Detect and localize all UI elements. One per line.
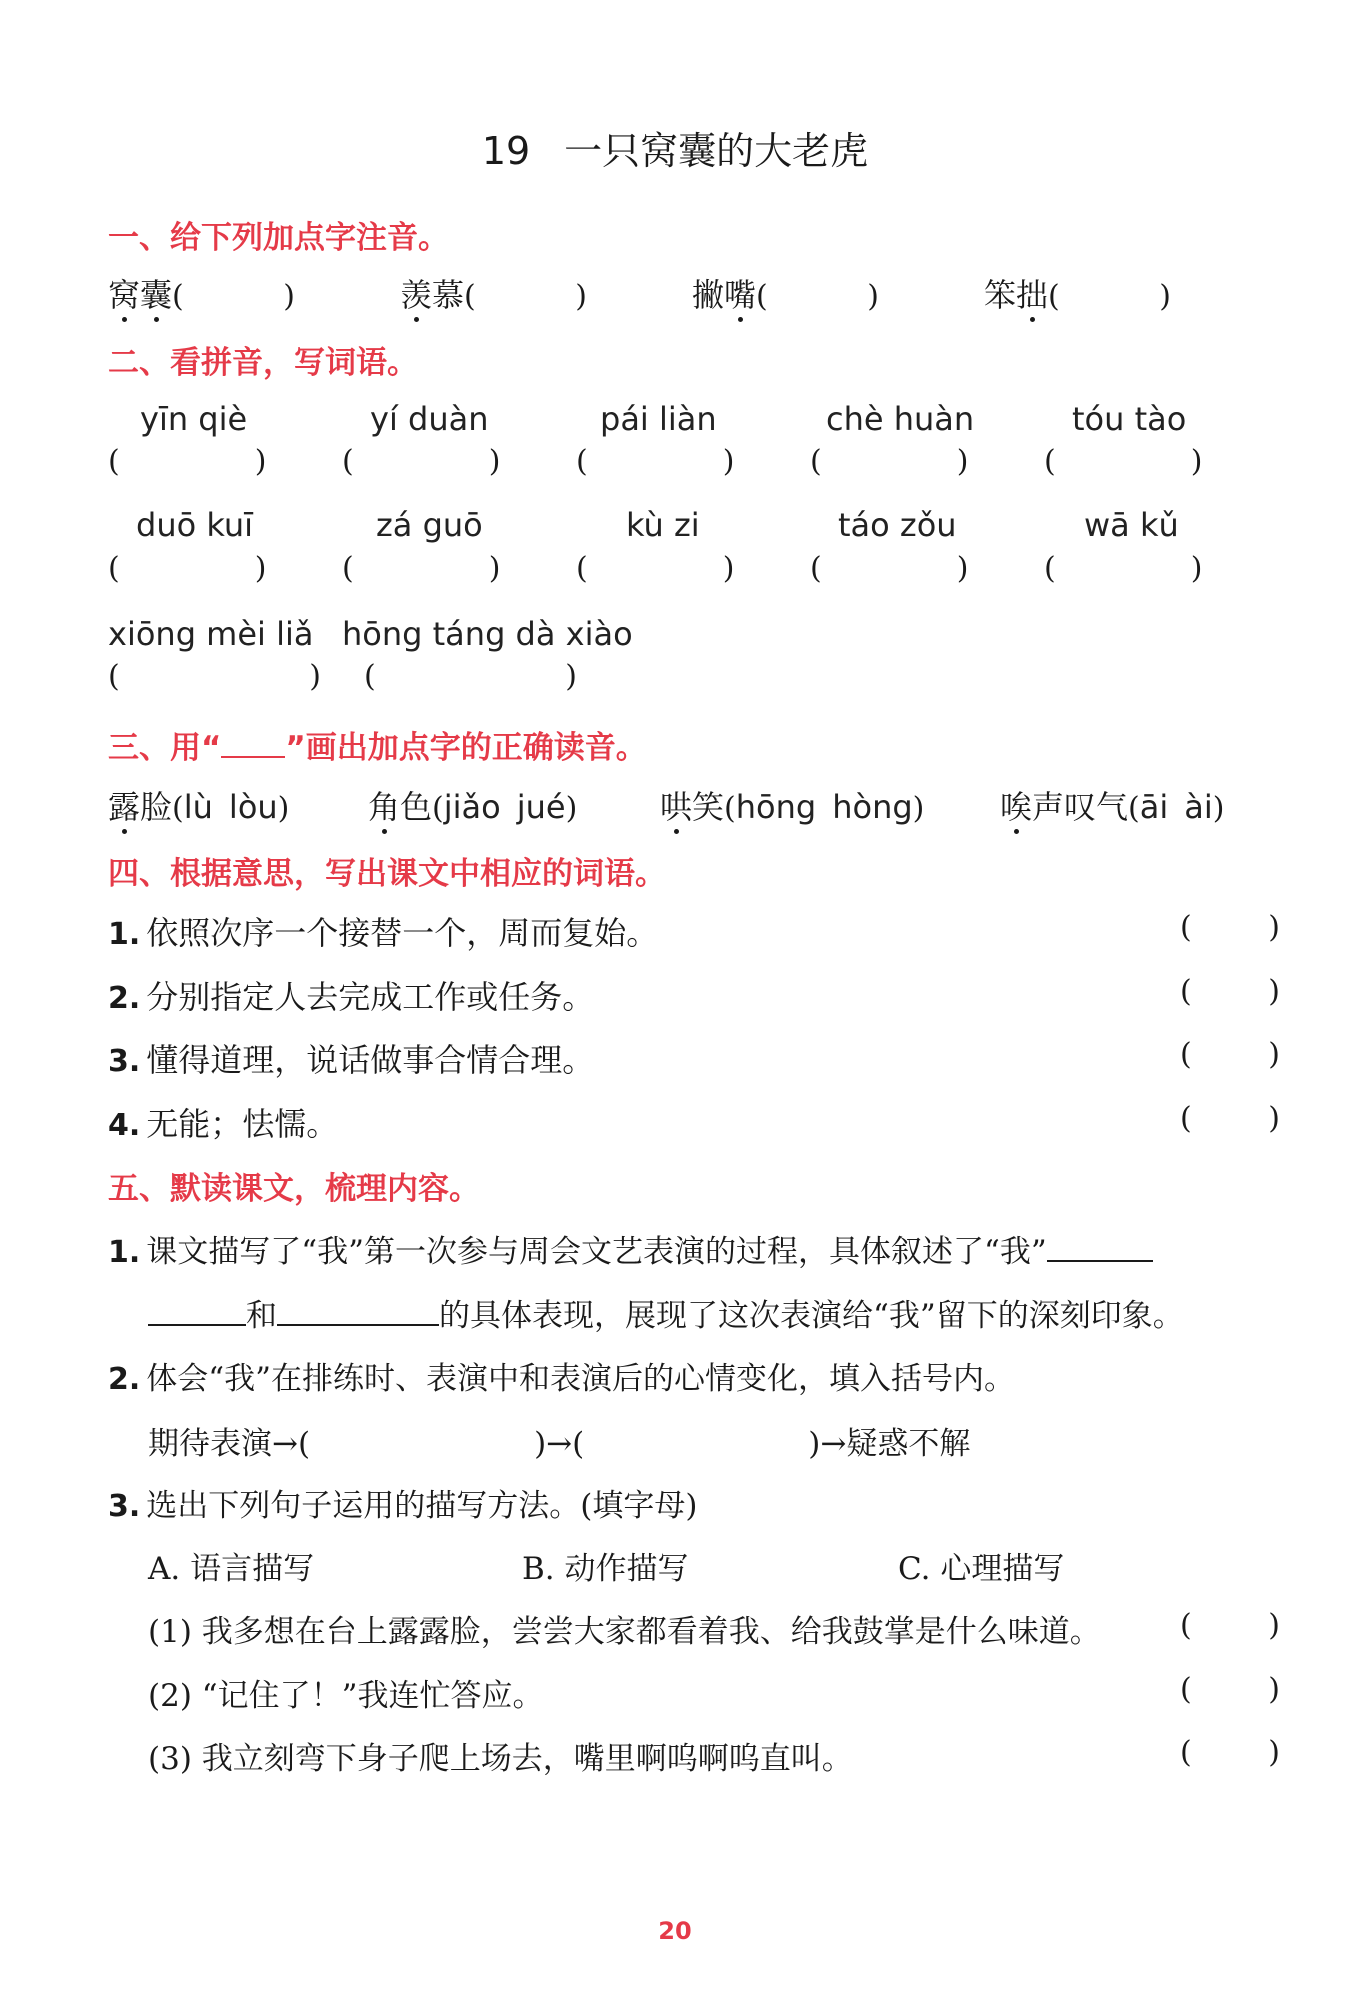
mood-flow: 期待表演→( )→( )→疑惑不解: [148, 1426, 971, 1462]
section-4-heading: 四、根据意思，写出课文中相应的词语。: [108, 856, 666, 892]
fill-blank[interactable]: [1047, 1234, 1153, 1262]
answer-parens: ( ): [576, 551, 735, 586]
lesson-number: 19: [481, 129, 531, 173]
meaning-item: 2. 分别指定人去完成工作或任务。: [108, 978, 595, 1016]
answer-parens: ( ): [108, 659, 321, 694]
page-title: [0, 120, 1350, 175]
reading-option[interactable]: lòu: [228, 788, 278, 826]
pinyin-item: xiōng mèi liǎ: [108, 615, 314, 653]
q5-3: 3. 选出下列句子运用的描写方法。(填字母): [108, 1488, 698, 1524]
answer-parens: ( ): [1180, 1672, 1280, 1707]
zhuyin-item: 羡慕( ): [400, 276, 587, 314]
answer-parens: ( ): [108, 551, 267, 586]
section-3-heading: 三、用“ ”画出加点字的正确读音。: [108, 730, 647, 766]
sentence-item: (2) “记住了！”我连忙答应。: [148, 1678, 544, 1714]
answer-parens: ( ): [1180, 974, 1280, 1009]
underline-sample: [221, 730, 285, 758]
pinyin-item: hōng táng dà xiào: [342, 615, 633, 653]
reading-item: 唉声叹气(āi ài): [1000, 788, 1225, 826]
reading-item: 露脸(lù lòu): [108, 788, 290, 826]
reading-option[interactable]: hòng: [832, 788, 913, 826]
zhuyin-item: 撇嘴( ): [692, 276, 879, 314]
sentence-item: (3) 我立刻弯下身子爬上场去，嘴里啊呜啊呜直叫。: [148, 1741, 853, 1777]
meaning-item: 3. 懂得道理，说话做事合情合理。: [108, 1041, 595, 1079]
plain-char: 笨: [984, 276, 1017, 314]
fill-blank[interactable]: [277, 1298, 439, 1326]
answer-parens: ( ): [364, 659, 577, 694]
meaning-item: 4. 无能；怯懦。: [108, 1105, 339, 1143]
answer-parens: ( ): [108, 444, 267, 479]
pinyin-item: pái liàn: [600, 400, 717, 438]
plain-char: 撇: [692, 276, 725, 314]
reading-option[interactable]: jiǎo: [443, 788, 501, 826]
answer-parens: ( ): [576, 444, 735, 479]
option-b: B. 动作描写: [522, 1551, 689, 1587]
dotted-char: 囊: [140, 276, 173, 314]
reading-option[interactable]: āi: [1139, 788, 1169, 826]
reading-item: 角色(jiǎo jué): [368, 788, 578, 826]
sentence-item: (1) 我多想在台上露露脸，尝尝大家都看着我、给我鼓掌是什么味道。: [148, 1614, 1101, 1650]
q5-2: 2. 体会“我”在排练时、表演中和表演后的心情变化，填入括号内。: [108, 1361, 1015, 1397]
answer-parens: ( ): [342, 444, 501, 479]
dotted-char: 嘴: [724, 276, 757, 314]
zhuyin-item: 笨拙( ): [984, 276, 1171, 314]
pinyin-item: yīn qiè: [140, 400, 248, 438]
reading-option[interactable]: hōng: [735, 788, 817, 826]
pinyin-item: táo zǒu: [838, 506, 957, 544]
pinyin-item: zá guō: [376, 506, 483, 544]
pinyin-item: wā kǔ: [1084, 506, 1179, 544]
answer-parens: ( ): [1180, 910, 1280, 945]
answer-parens: ( ): [1180, 1608, 1280, 1643]
option-c: C. 心理描写: [898, 1551, 1065, 1587]
pinyin-item: duō kuī: [136, 506, 254, 544]
lesson-title: 一只窝囊的大老虎: [564, 129, 869, 173]
answer-parens: ( ): [1180, 1037, 1280, 1072]
pinyin-item: chè huàn: [826, 400, 975, 438]
q5-1-line1: 1. 课文描写了“我”第一次参与周会文艺表演的过程，具体叙述了“我”: [108, 1226, 1153, 1271]
q5-1-line2: 和 的具体表现，展现了这次表演给“我”留下的深刻印象。: [148, 1290, 1184, 1335]
pinyin-item: kù zi: [626, 506, 700, 544]
section-2-heading: 二、看拼音，写词语。: [108, 345, 418, 381]
zhuyin-item: 窝囊( ): [108, 276, 295, 314]
plain-char: 慕: [432, 276, 465, 314]
page-number: 20: [658, 1917, 692, 1945]
option-a: A. 语言描写: [148, 1551, 315, 1587]
reading-item: 哄笑(hōng hòng): [660, 788, 925, 826]
answer-parens: ( ): [810, 551, 969, 586]
meaning-item: 1. 依照次序一个接替一个，周而复始。: [108, 914, 659, 952]
section-5-heading: 五、默读课文，梳理内容。: [108, 1171, 480, 1207]
answer-parens: ( ): [342, 551, 501, 586]
answer-parens: ( ): [810, 444, 969, 479]
answer-parens: ( ): [1180, 1735, 1280, 1770]
answer-parens: ( ): [1044, 444, 1203, 479]
reading-option[interactable]: ài: [1184, 788, 1213, 826]
pinyin-item: tóu tào: [1072, 400, 1187, 438]
reading-option[interactable]: jué: [516, 788, 566, 826]
reading-option[interactable]: lù: [183, 788, 213, 826]
pinyin-item: yí duàn: [370, 400, 489, 438]
dotted-char: 羡: [400, 276, 433, 314]
answer-parens: ( ): [1180, 1101, 1280, 1136]
section-1-heading: 一、给下列加点字注音。: [108, 220, 449, 256]
answer-parens: ( ): [1044, 551, 1203, 586]
fill-blank[interactable]: [148, 1298, 246, 1326]
dotted-char: 拙: [1016, 276, 1049, 314]
dotted-char: 窝: [108, 276, 141, 314]
